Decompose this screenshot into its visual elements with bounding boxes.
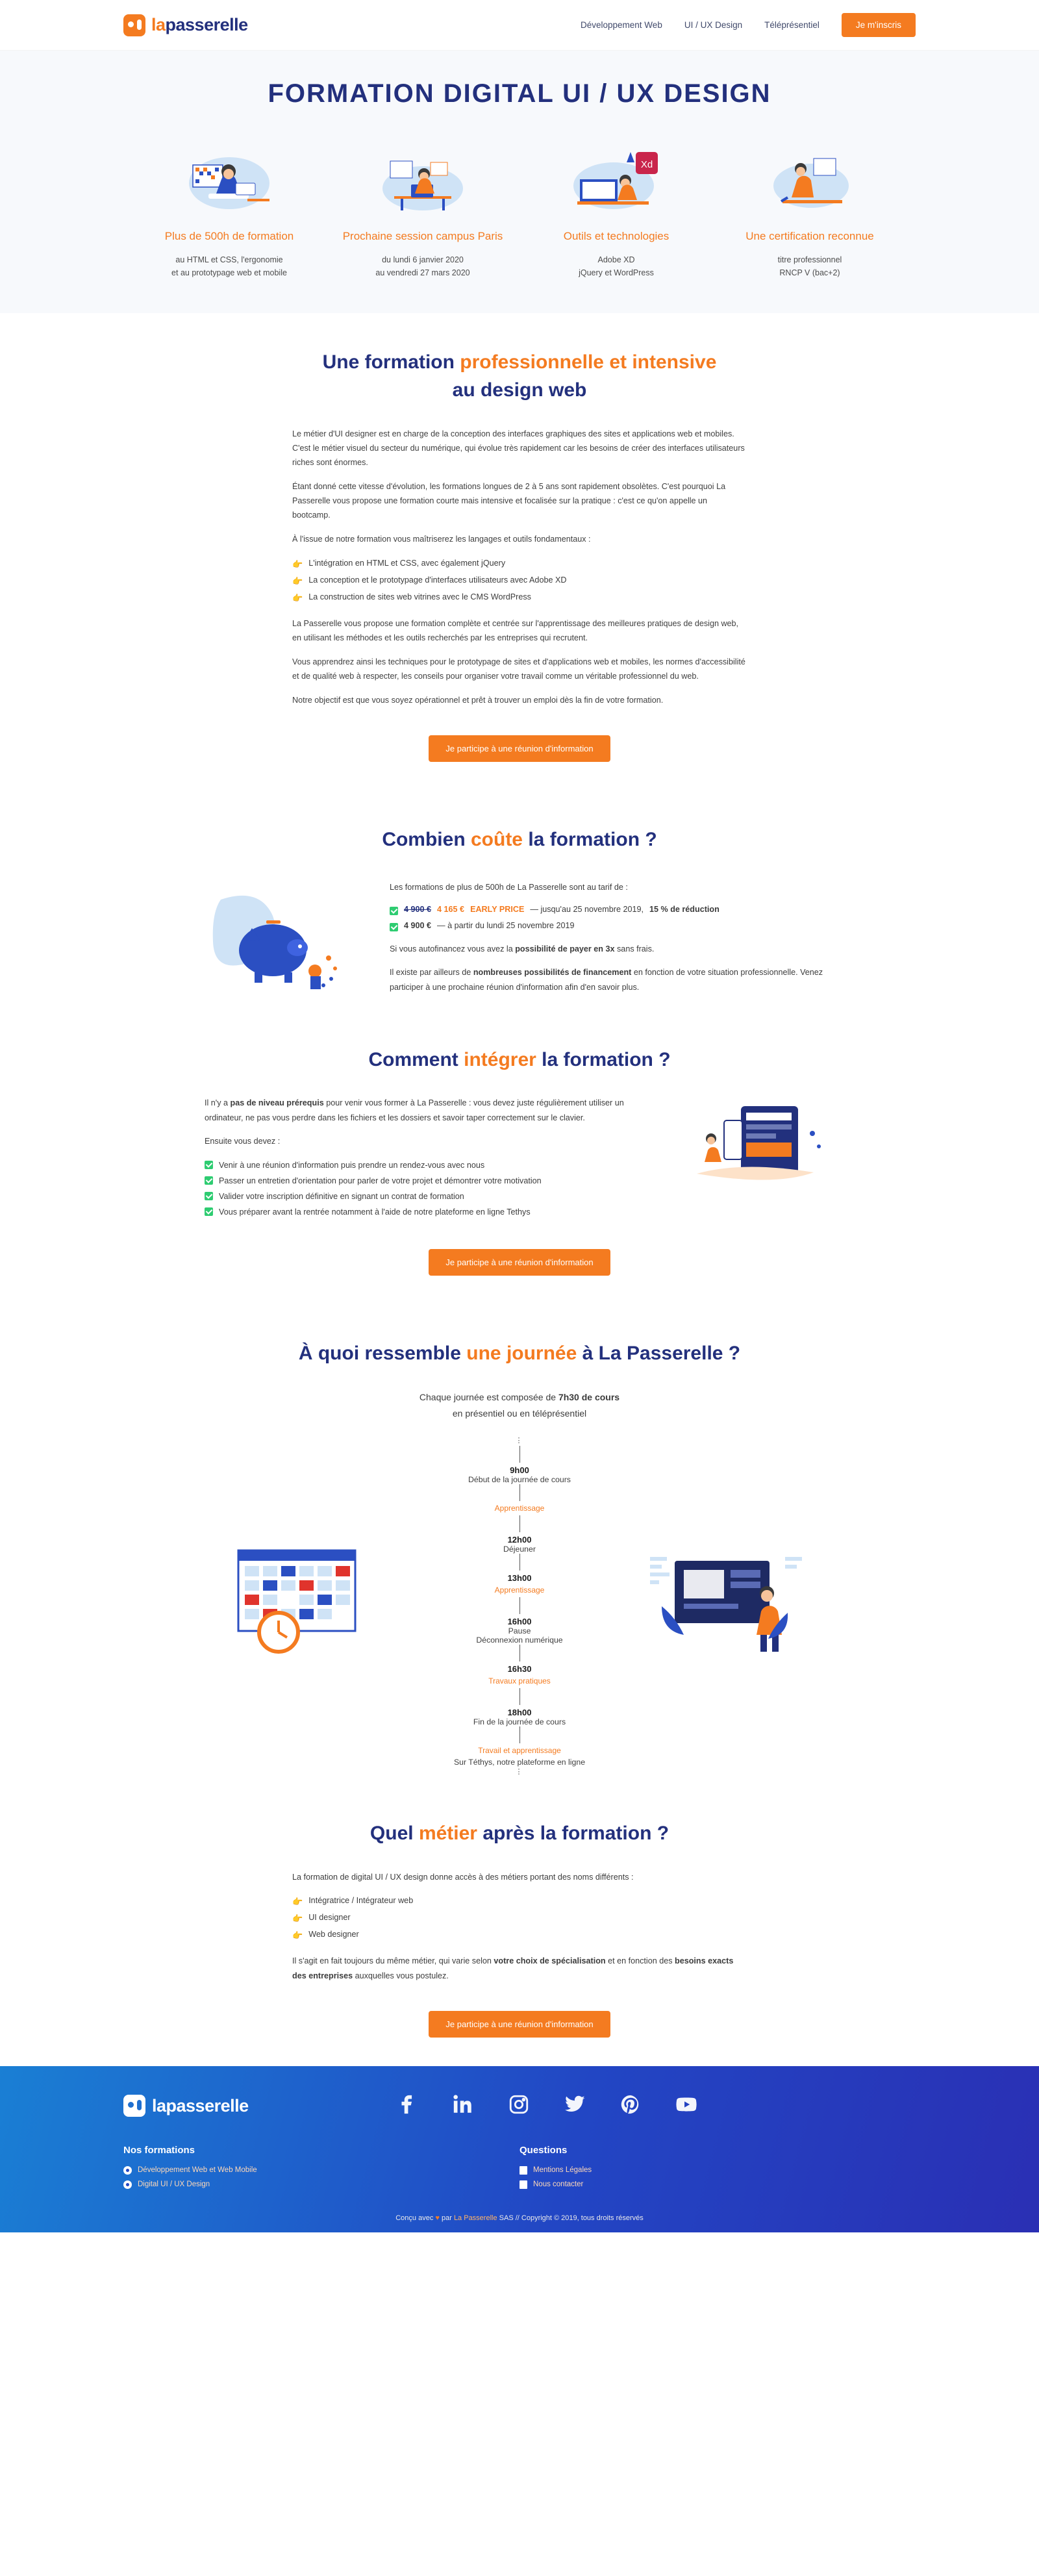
metier-cta-wrap [0,1993,1039,2060]
step-label: Passer un entretien d'orientation pour parler de votre projet et démontrer votre motivation [219,1176,542,1185]
page-title: FORMATION DIGITAL UI / UX DESIGN [268,79,771,108]
hero-card-desc-line2: jQuery et WordPress [579,268,654,277]
price-p1-c: sans frais. [614,944,655,953]
price-note: — jusqu'au 25 novembre 2019, [530,905,644,915]
journee-intro-line2: en présentiel ou en téléprésentiel [452,1408,587,1419]
illustration-calendar-clock [231,1541,393,1671]
hand-pointer-icon: 👉 [292,1913,303,1923]
integrer-p1-c: pour venir vous former à La Passerelle : vous devez juste régulièrement utiliser un ordinateur, ne pas vous perdre dans les fichiers et les dossiers et savoir taper correctement sur le clavier. [205,1098,624,1122]
list-item [292,573,747,590]
price-bold-note: 15 % de réduction [649,905,720,915]
price-intro: Les formations de plus de 500h de La Passerelle sont au tarif de : [390,882,628,892]
integrer-cta-wrap [0,1231,1039,1298]
illustration-student-laptop [147,142,311,221]
formation-paragraph-1: Le métier d'UI designer est en charge de la conception des interfaces graphiques des sites et applications web et mobiles. C'est le métier visuel du secteur du numérique, qui évolue très rapidement car les besoins de créer des interfaces utilisateurs riches sont énormes. [292,429,745,467]
nav-link-dev-web[interactable]: Développement Web [581,20,662,30]
section-metier [0,1784,1039,2066]
metier-outro [292,1954,747,1983]
journee-intro-b: 7h30 de cours [558,1392,620,1403]
formation-paragraph-3: À l'issue de notre formation vous maîtriserez les langages et outils fondamentaux : [292,535,591,544]
illustration-desk-person [341,142,505,221]
formation-paragraph-6: Notre objectif est que vous soyez opérationnel et prêt à trouver un emploi dès la fin de votre formation. [292,696,664,705]
price-old-value: 4 900 € [404,905,432,915]
timeline-time-18h: 18h00 [507,1708,532,1718]
copyright-brand: La Passerelle [453,2214,497,2222]
logo-text-second: passerelle [165,15,248,34]
copyright-a: Conçu avec [395,2214,436,2222]
price-standard-note: — à partir du lundi 25 novembre 2019 [437,921,575,931]
logo-text [151,15,248,35]
hero-card-desc-line1: Adobe XD [597,255,635,264]
navbar [0,0,1039,51]
hero-card-title: Plus de 500h de formation [164,230,294,242]
list-item [292,1927,747,1944]
price-row [0,876,1039,1004]
price-text [390,880,838,1004]
job-label: Intégratrice / Intégrateur web [308,1896,414,1906]
list-item [292,556,747,573]
metier-title-part1: Quel [369,1823,419,1845]
document-icon [520,2166,527,2175]
illustration-tools-xd [534,142,698,221]
list-item [205,1189,659,1205]
price-offer-early [390,904,838,915]
signup-button[interactable]: Je m'inscris [842,13,916,37]
step-label: Venir à une réunion d'information puis prendre un rendez-vous avec nous [219,1160,485,1170]
journee-title-part2: à La Passerelle ? [577,1342,741,1364]
section-formation-title [0,348,1039,405]
formation-cta-wrap [0,717,1039,784]
hero-card-desc-line2: au vendredi 27 mars 2020 [375,268,470,277]
formation-paragraph-2: Étant donné cette vitesse d'évolution, les formations longues de 2 à 5 ans sont rapidement obsolètes. C'est pourquoi La Passerelle vous propose une formation courte mais intensive et focalisée sur la pratique : c'est ce qu'on appelle un bootcamp. [292,482,726,520]
copyright-b: par [439,2214,454,2222]
hero-card-desc-line1: du lundi 6 janvier 2020 [382,255,464,264]
envelope-icon [520,2180,527,2189]
section-formation [0,313,1039,790]
integrer-steps-list [205,1158,659,1220]
metier-outro-c: et en fonction des [605,1956,675,1966]
hero-card-desc-line1: titre professionnel [777,255,842,264]
footer-columns [123,2145,916,2195]
timeline-tag-travail: Travail et apprentissage [478,1746,561,1756]
illustration-presentation-board [646,1541,808,1671]
price-title-accent: coûte [470,829,523,851]
list-item [205,1205,659,1220]
integrer-title-part2: la formation ? [536,1048,671,1070]
heart-icon: ♥ [435,2214,440,2222]
list-item [292,590,747,607]
check-icon [390,907,398,915]
logo-text-first: la [151,15,166,34]
list-item [292,1893,747,1910]
footer-col2-title: Questions [520,2144,568,2156]
step-label: Vous préparer avant la rentrée notamment à l'aide de notre plateforme en ligne Tethys [219,1207,531,1217]
youtube-icon[interactable] [675,2093,697,2119]
hero-card-outils [534,142,698,279]
list-item [205,1174,659,1189]
check-icon [205,1207,213,1216]
twitter-icon[interactable] [564,2093,586,2119]
metier-intro: La formation de digital UI / UX design donne accès à des métiers portant des noms différents : [292,1872,634,1882]
logo[interactable] [123,14,248,36]
formation-paragraph-5: Vous apprendrez ainsi les techniques pour le prototypage de sites et d'applications web et mobiles, les normes d'accessibilité et de qualité web à respecter, les conseils pour organiser votre travail comme un véritable professionnel du web. [292,657,745,681]
hero-card-desc [341,253,505,279]
footer-link-contact[interactable] [520,2180,916,2189]
timeline-label-12h: Déjeuner [503,1545,536,1554]
linkedin-icon[interactable] [452,2093,474,2119]
section-integrer [0,1011,1039,1304]
hero-card-title: Une certification reconnue [745,230,874,242]
job-label: Web designer [308,1929,359,1939]
footer [0,2066,1039,2232]
instagram-icon[interactable] [508,2093,530,2119]
integrer-p1-b: pas de niveau prérequis [230,1098,324,1107]
price-new-value: 4 165 € [437,905,465,915]
hero-card-desc [534,253,698,279]
metier-outro-d: besoins exacts des entreprises [292,1956,734,1980]
price-paragraph-1 [390,942,838,957]
logo-icon [123,14,145,36]
reunion-info-button-2[interactable]: Je participe à une réunion d'information [429,1249,610,1276]
footer-link-label[interactable]: Développement Web et Web Mobile [138,2166,257,2175]
timeline [412,1435,627,1778]
hero-card-title: Outils et technologies [563,230,670,242]
price-p1-a: Si vous autofinancez vous avez la [390,944,516,953]
timeline-label-9h: Début de la journée de cours [468,1475,571,1485]
journee-wrap [0,1435,1039,1778]
timeline-dots-top: ⋮ [515,1436,524,1445]
integrer-text [205,1096,659,1231]
bullet-icon [123,2166,132,2175]
section-price-title [0,826,1039,854]
timeline-sub-18h: Sur Téthys, notre plateforme en ligne [453,1758,586,1767]
price-p2-c: en fonction de votre situation professionnelle. Venez participer à une prochaine réunion d'information afin d'en savoir plus. [390,968,823,992]
illustration-mobile-app [685,1101,834,1198]
metier-outro-b: votre choix de spécialisation [494,1956,606,1966]
hand-pointer-icon: 👉 [292,592,303,603]
metier-jobs-list [292,1893,747,1943]
journee-intro [0,1389,1039,1422]
price-p2-a: Il existe par ailleurs de [390,968,473,978]
illustration-certification [728,142,892,221]
skill-label: La conception et le prototypage d'interfaces utilisateurs avec Adobe XD [308,575,567,585]
formation-title-part2: au design web [452,379,587,401]
footer-logo[interactable] [123,2095,396,2117]
formation-body [292,427,747,707]
price-offer-standard [390,920,838,931]
facebook-icon[interactable] [396,2093,418,2119]
copyright-c: SAS // Copyright © 2019, tous droits réservés [497,2214,644,2222]
list-item [292,1910,747,1927]
logo-icon [123,2095,145,2117]
section-journee-title [0,1339,1039,1368]
skill-label: La construction de sites web vitrines avec le CMS WordPress [308,592,531,601]
metier-body [292,1870,747,1984]
price-title-part2: la formation ? [523,829,657,851]
timeline-tag-travaux: Travaux pratiques [488,1676,551,1686]
check-icon [205,1192,213,1200]
timeline-dots-bottom: ⋮ [515,1768,524,1776]
job-label: UI designer [308,1912,351,1922]
journee-intro-a: Chaque journée est composée de [419,1392,558,1403]
footer-col1-title: Nos formations [123,2144,195,2156]
nav-links [581,13,916,37]
section-journee [0,1304,1039,1784]
skill-label: L'intégration en HTML et CSS, avec également jQuery [308,559,506,568]
formation-title-part1: Une formation [322,351,460,373]
nav-link-telepresentiel[interactable]: Téléprésentiel [764,20,820,30]
hero-cards [0,142,1039,279]
footer-link-label[interactable]: Mentions Légales [533,2166,592,2175]
footer-col-formations [123,2145,520,2195]
price-p1-b: possibilité de payer en 3x [515,944,615,953]
footer-link-ui-ux[interactable] [123,2180,520,2189]
check-icon [390,923,398,931]
hero-card-title: Prochaine session campus Paris [342,230,503,242]
check-icon [205,1161,213,1169]
copyright [123,2214,916,2222]
timeline-time-16h: 16h00 [507,1617,532,1627]
hero-card-desc-line1: au HTML et CSS, l'ergonomie [175,255,283,264]
metier-outro-a: Il s'agit en fait toujours du même métier, qui varie selon [292,1956,494,1966]
hero-card-formation [147,142,311,279]
timeline-label-16h: Pause [508,1626,531,1636]
hand-pointer-icon: 👉 [292,575,303,586]
integrer-paragraph-1 [205,1096,659,1125]
journee-title-accent: une journée [466,1342,577,1364]
pinterest-icon[interactable] [620,2093,642,2119]
footer-link-mentions-legales[interactable] [520,2166,916,2175]
integrer-p1-a: Il n'y a [205,1098,231,1107]
price-standard-value: 4 900 € [404,921,432,931]
hand-pointer-icon: 👉 [292,1930,303,1940]
formation-paragraph-4: La Passerelle vous propose une formation complète et centrée sur l'apprentissage des meilleures pratiques de design web, en utilisant les méthodes et les outils recherchés par les entreprises qui recrutent. [292,619,739,643]
list-item [205,1158,659,1174]
metier-outro-e: auxquelles vous postulez. [353,1971,449,1980]
price-p2-b: nombreuses possibilités de financement [473,968,632,978]
hero-card-desc-line2: RNCP V (bac+2) [779,268,840,277]
footer-top [123,2093,916,2119]
footer-link-label[interactable]: Nous contacter [533,2180,584,2189]
section-metier-title [0,1819,1039,1848]
journee-intro-line1 [0,1389,1039,1406]
hero-card-certification [728,142,892,279]
check-icon [205,1176,213,1185]
timeline-tag-apprentissage-2: Apprentissage [494,1585,545,1595]
price-tag: EARLY PRICE [470,905,525,915]
price-title-part1: Combien [382,829,471,851]
reunion-info-button-1[interactable]: Je participe à une réunion d'information [429,735,610,762]
nav-link-ui-ux[interactable]: UI / UX Design [684,20,743,30]
integrer-row [0,1096,1039,1231]
timeline-time-12h: 12h00 [507,1535,532,1545]
svg-text:Xd: Xd [640,159,653,170]
footer-logo-text [152,2096,249,2116]
section-integrer-title [0,1046,1039,1074]
footer-link-label[interactable]: Digital UI / UX Design [138,2180,210,2189]
metier-title-accent: métier [418,1823,477,1845]
step-label: Valider votre inscription définitive en signant un contrat de formation [219,1191,464,1201]
integrer-title-accent: intégrer [464,1048,536,1070]
hand-pointer-icon: 👉 [292,559,303,570]
journee-title-part1: À quoi ressemble [298,1342,467,1364]
hero-card-desc [728,253,892,279]
footer-logo-second: passerelle [166,2095,249,2115]
formation-title-accent: professionnelle et intensive [460,351,717,373]
timeline-tag-apprentissage-1: Apprentissage [494,1504,545,1513]
footer-col-questions [520,2145,916,2195]
timeline-time-9h: 9h00 [510,1465,529,1476]
reunion-info-button-3[interactable]: Je participe à une réunion d'information [429,2011,610,2038]
hero-card-session [341,142,505,279]
footer-logo-first: la [152,2095,166,2115]
social-links [396,2093,697,2119]
section-price [0,790,1039,1010]
hero-section [0,51,1039,313]
timeline-time-13h: 13h00 [507,1573,532,1584]
price-paragraph-2 [390,965,838,994]
metier-title-part2: après la formation ? [477,1823,670,1845]
hand-pointer-icon: 👉 [292,1897,303,1907]
integrer-paragraph-2: Ensuite vous devez : [205,1137,281,1146]
timeline-label-18h: Fin de la journée de cours [473,1717,566,1727]
hero-card-desc [147,253,311,279]
formation-skills-list [292,556,747,606]
illustration-piggy-bank [201,880,364,1004]
hero-card-desc-line2: et au prototypage web et mobile [171,268,287,277]
bullet-icon [123,2180,132,2189]
footer-link-dev-web[interactable] [123,2166,520,2175]
integrer-title-part1: Comment [368,1048,464,1070]
timeline-time-1630: 16h30 [507,1664,532,1674]
timeline-sub-16h: Déconnexion numérique [476,1635,563,1645]
